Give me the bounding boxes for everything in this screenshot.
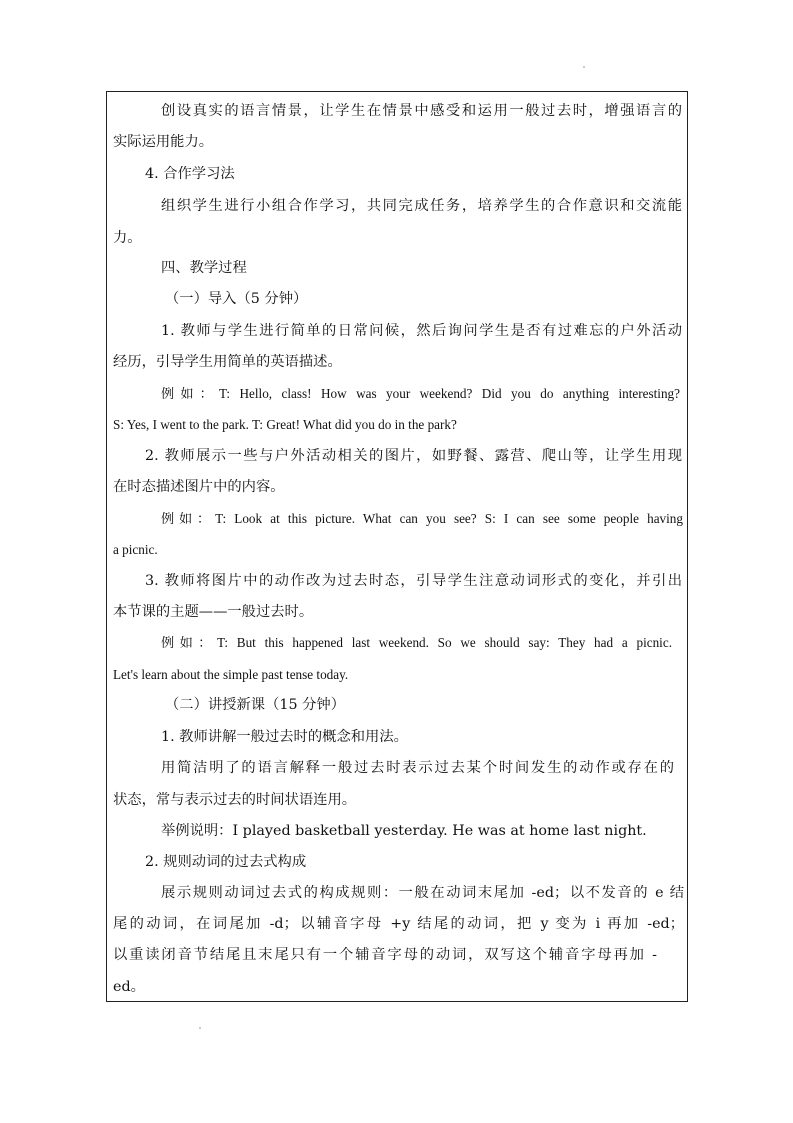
text-line-23: 状态，常与表示过去的时间状语连用。 <box>113 792 357 808</box>
text-line-2: 实际运用能力。 <box>113 134 214 150</box>
text-line-16: 3. 教师将图片中的动作改为过去时态，引导学生注意动词形式的变化，并引出 <box>145 573 682 589</box>
text-line-12: 2. 教师展示一些与户外活动相关的图片，如野餐、露营、爬山等，让学生用现 <box>145 448 682 464</box>
text-line-27: 尾的动词，在词尾加 -d；以辅音字母 +y 结尾的动词，把 y 变为 i 再加 -ed； <box>113 916 684 932</box>
example-line-4: a picnic. <box>113 542 158 557</box>
scan-artifact-dot <box>199 1027 201 1029</box>
text-line-29: ed。 <box>113 979 145 995</box>
scan-artifact-dot <box>583 66 585 68</box>
text-line-1: 创设真实的语言情景，让学生在情景中感受和运用一般过去时，增强语言的 <box>161 103 682 119</box>
text-line-13: 在时态描述图片中的内容。 <box>113 479 285 495</box>
text-line-26: 展示规则动词过去式的构成规则：一般在动词末尾加 -ed；以不发音的 e 结 <box>161 885 684 901</box>
subsection-heading-new-lesson: （二）讲授新课（15 分钟） <box>165 697 346 713</box>
text-line-5: 力。 <box>113 230 142 246</box>
section-heading-regular-verbs: 2. 规则动词的过去式构成 <box>145 854 307 870</box>
example-line-7: 举例说明：I played basketball yesterday. He was at home last night. <box>161 823 647 839</box>
section-heading-teaching-process: 四、教学过程 <box>161 260 247 276</box>
text-line-17: 本节课的主题——一般过去时。 <box>113 604 314 620</box>
example-line-2: S: Yes, I went to the park. T: Great! What did you do in the park? <box>113 417 457 432</box>
example-line-6: Let's learn about the simple past tense today. <box>113 667 349 682</box>
text-line-4: 组织学生进行小组合作学习，共同完成任务，培养学生的合作意识和交流能 <box>161 198 682 214</box>
text-line-28: 以重读闭音节结尾且末尾只有一个辅音字母的动词，双写这个辅音字母再加 - <box>113 947 657 963</box>
example-line-5: 例如：T: But this happened last weekend. So we should say: They had a picnic. <box>161 635 672 650</box>
text-line-22: 用简洁明了的语言解释一般过去时表示过去某个时间发生的动作或存在的 <box>161 760 674 776</box>
text-line-9: 经历，引导学生用简单的英语描述。 <box>113 354 342 370</box>
subsection-heading-introduction: （一）导入（5 分钟） <box>165 291 308 307</box>
example-line-3: 例如：T: Look at this picture. What can you see? S: I can see some people having <box>161 511 683 526</box>
text-line-21: 1. 教师讲解一般过去时的概念和用法。 <box>161 729 408 745</box>
example-line-1: 例如：T: Hello, class! How was your weekend? Did you do anything interesting? <box>161 386 680 401</box>
text-line-8: 1. 教师与学生进行简单的日常问候，然后询问学生是否有过难忘的户外活动 <box>161 323 682 339</box>
section-heading-cooperative-learning: 4. 合作学习法 <box>145 166 235 182</box>
